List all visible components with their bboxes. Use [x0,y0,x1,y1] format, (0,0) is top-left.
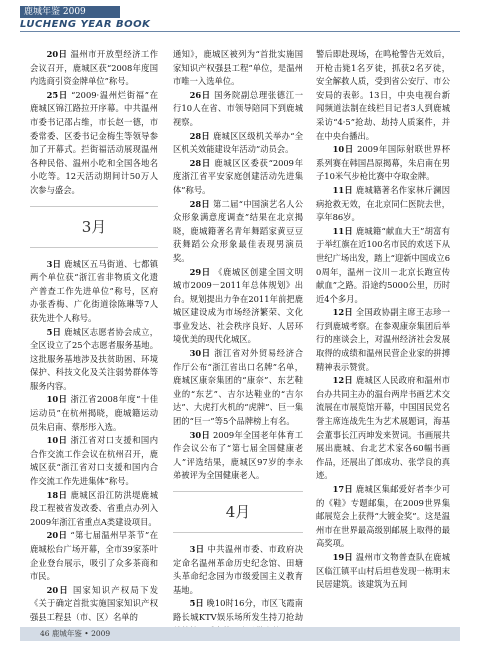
entry-text: 鹿城区集邮爱好者李少可的《鞋》专题邮集，在2009世界集邮展览会上获得“大镀金奖”。这是温州市在世界最高级别邮展上取得的最高奖项。 [316,484,450,549]
entry-date: 12日 [332,307,353,318]
month-heading [173,491,303,533]
entry [316,483,450,551]
entry [173,266,303,348]
entry-text: 浙江省对口支援和国内合作交流工作会议在杭州召开，鹿城区获“浙江省对口支援和国内合作交流工作先进集体”称号。 [30,435,159,487]
entry-date: 5日 [46,326,62,337]
running-header [0,0,480,44]
entry [30,89,158,198]
entry-date: 25日 [46,89,68,100]
entry-text: 鹿城籍“献血大王”胡富有于举红旗在近100名市民的欢送下从世纪广场出发，踏上“迎新中国成立60周年，温州－汶川－北京长跑宣传献血”之路。沿途约5000公里，历时近4个多月。 [316,225,451,304]
entry [173,198,303,266]
entry-text: 国务院副总理张德江一行10人在省、市领导陪同下到鹿城视察。 [173,89,304,127]
entry-date: 11日 [332,184,353,195]
entry-text: 晚10时16分，市区飞霞南路长城KTV娱乐场所发生持刀抢劫 [173,598,304,622]
entry-date: 5日 [189,598,204,609]
entry-text: 温州市开放型经济工作会议召开，鹿城区获“2008年度国内选商引资金牌单位”称号。 [30,49,159,87]
entry [316,143,450,184]
entry-text: 全国政协副主席王志珍一行到鹿城考察。在参观康奈集团后举行的座谈会上，对温州经济社会发展取得的成绩和温州民营企业家的拼搏精神表示赞赏。 [316,307,450,372]
entry-date: 28日 [189,130,211,141]
entry-text: 鹿城区区委获“2009年度浙江省平安家庭创建活动先进集体”称号。 [173,157,304,195]
entry-date: 28日 [189,198,211,209]
entry-date: 10日 [46,394,68,405]
entry [173,347,303,429]
entry-text: 2009年全国老年体育工作会议公布了“第七届全国健康老人”评选结果，鹿城区97岁的李永弟被评为全国健康老人。 [173,429,303,481]
text-column-1 [30,48,158,625]
entry-date: 3日 [189,544,205,554]
entry-text: 《鹿城区创建全国文明城市2009－2011年总体规划》出台。规划提出力争在2011年前把鹿城区建设成为市场经济繁荣、文化事业发达、社会秩序良好、人居环境优美的现代化城区。 [173,266,304,345]
entry [173,543,303,597]
entry-text: 通知》，鹿城区被列为“首批实施国家知识产权强县工程”单位，是温州市唯一入选单位。 [173,49,303,87]
entry [173,429,303,483]
entry-date: 3日 [46,258,62,269]
entry-date: 17日 [332,484,353,494]
header-rule [20,31,460,32]
entry-continued [316,48,450,143]
entry [316,374,450,483]
entry [30,434,158,488]
entry [316,306,450,374]
entry-date: 19日 [332,551,353,562]
entry-date: 20日 [46,584,70,595]
entry [30,326,158,394]
entry-text: 鹿城籍著名作家林斤澜因病抢救无效，在北京同仁医院去世，享年86岁。 [316,184,450,223]
entry-date: 18日 [46,489,68,500]
entry-text: “第七届温州早茶节”在鹿城松台广场开幕，全市39家茶叶企业登台展示，吸引了众多茶商和市民。 [30,530,159,582]
entry-text: 第二届“中国演艺名人公众形象满意度调查”结果在北京揭晓，鹿城籍著名青年舞蹈家黄豆豆获舞蹈公众形象最佳表现男演员奖。 [173,198,304,263]
entry [173,89,303,130]
entry-continued [173,48,303,89]
entry-date: 20日 [46,49,68,59]
entry-text: 浙江省对外贸易经济合作厅公布“浙江省出口名牌”名单，鹿城区康奈集团的“康奈”、东艺鞋业的“东艺”、吉尔达鞋业的“吉尔达”、大虎打火机的“虎牌”、巨一集团的“巨一”等5个品牌榜上有名。 [173,348,304,427]
entry [30,393,158,434]
entry [30,48,158,89]
entry-text: 中共温州市委、市政府决定命名温州革命历史纪念馆、田塘头革命纪念园为市级爱国主义教育基地。 [173,544,303,595]
entry-text: 鹿城区沿江防洪堤鹿城段工程被省发改委、省重点办列入2009年浙江省重点A类建设项目。 [30,489,159,527]
entry [316,551,450,592]
entry-text: 温州市文物普查队在鹿城区临江镇平山村后坦巷发现一栋明末民居建筑。该建筑为五间 [316,551,450,590]
entry-date: 11日 [332,225,353,236]
entry [316,184,450,225]
entry-date: 28日 [189,157,211,168]
entry-date: 20日 [46,530,68,541]
entry [30,258,158,326]
entry-text: 鹿城区区级机关举办“全区机关效能建设年活动”动员会。 [173,130,304,155]
entry-date: 12日 [332,375,353,386]
entry [173,130,303,157]
entry-text: 2009年国际射联世界杯系列赛在韩国昌原揭幕，朱启南在男子10米气步枪比赛中夺取金牌。 [316,144,450,182]
yearbook-badge-label: 鹿城年鉴 2009 [24,7,86,17]
entry-text: 国家知识产权局下发《关于确定首批实施国家知识产权强县工程县（市、区）名单的 [30,584,158,622]
entry [30,529,158,583]
entry-text: “2009·温州烂街福”在鹿城区锦江路拉开序幕。中共温州市委书记邵占维，市长赵一德，市委常委、区委书记金梅生等领导参加了开幕式。拦街福活动展现温州各种民俗、温州小吃和全国各地名小吃等。12天活动期间计50万人次参与盛会。 [30,89,158,195]
entry-date: 30日 [189,348,211,359]
page-number: 46 鹿城年鉴 • 2009 [40,629,111,638]
entry-date: 30日 [189,429,211,440]
entry-text: 鹿城区五马街道、七都镇两个单位获“浙江省非物质文化遗产普查工作先进单位”称号，区府办张香梅、广化街道徐陈琳等7人获先进个人称号。 [30,258,158,323]
header-subtitle: LUCHENG YEAR BOOK [20,19,151,30]
entry-text: 鹿城区人民政府和温州市台办共同主办的温台两岸书画艺术交流展在市展览馆开幕，中国国民党名誉主席连战先生为艺术展题词，海基会董事长江丙坤发来贺词。书画展共展出鹿城、台北艺术家各60幅书画作品，还展出了郎成功、张学良的真迹。 [316,375,450,481]
month-heading [30,206,158,248]
page-footer [20,627,460,641]
entry-text: 警后即赴现场，在鸣枪警告无效后，开枪击毙1名歹徒，抓获2名歹徒，安全解救人质，受到省公安厅、市公安局的表彰。13日，中央电视台新闻频道法制在线栏目记者3人到鹿城采访“4·5”抢劫、劫持人质案件，并在中央台播出。 [316,49,450,141]
entry [30,489,158,530]
entry-date: 26日 [189,89,211,100]
entry [30,584,158,625]
entry-date: 10日 [46,435,68,446]
entry-text: 鹿城区志愿者协会成立，全区设立了25个志愿者服务基地。这批服务基地涉及扶贫助困、环境保护、科技文化及关注弱势群体等服务内容。 [30,326,158,391]
entry-date: 10日 [332,144,354,155]
entry [173,157,303,198]
month-heading-label: 3月 [81,217,107,236]
entry-date: 29日 [189,266,211,277]
text-column-3 [316,48,450,592]
text-column-2 [173,48,303,638]
month-heading-label: 4月 [225,503,251,521]
yearbook-badge [20,6,120,18]
entry [316,225,450,307]
entry-text: 浙江省2008年度“十佳运动员”在杭州揭晓，鹿城籍运动员朱启南、蔡彤彤入选。 [30,394,159,432]
